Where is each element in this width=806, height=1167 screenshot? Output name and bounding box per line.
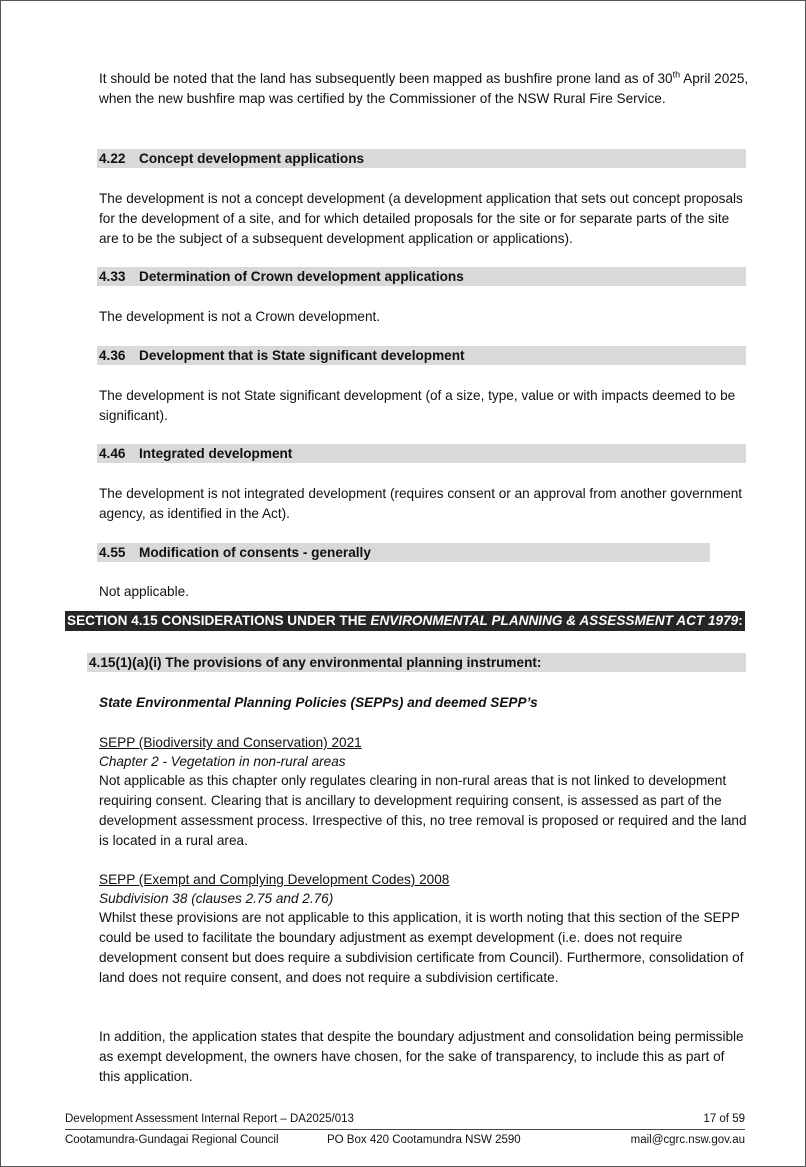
section-body-4-46: The development is not integrated development (requires consent or an approval from another government agency, as identified in the Act). [99, 486, 743, 521]
intro-text-continued: April 2025, when the new bushfire map was certified by the Commissioner of the NSW Rural Fire Service. [99, 71, 749, 106]
section-title: Modification of consents - generally [139, 545, 371, 560]
section-number: 4.55 [99, 545, 126, 560]
sepp-exempt-subdivision: Subdivision 38 (clauses 2.75 and 2.76) [99, 891, 334, 906]
footer-council-name: Cootamundra-Gundagai Regional Council [65, 1134, 279, 1146]
sepp-exempt-body-2: In addition, the application states that despite the boundary adjustment and consolidation being permissible as exempt development, the owners have chosen, for the sake of transparency, to include this as part of this application. [99, 1029, 744, 1084]
footer-bottom-line [65, 1132, 745, 1148]
section-4-15-prefix: SECTION 4.15 CONSIDERATIONS UNDER THE [67, 613, 371, 628]
intro-paragraph [99, 69, 749, 109]
footer-top-line [65, 1111, 745, 1127]
sepp-heading: State Environmental Planning Policies (SEPPs) and deemed SEPP’s [99, 695, 538, 710]
footer-divider [65, 1129, 745, 1130]
section-number: 4.22 [99, 151, 126, 166]
section-number: 4.46 [99, 446, 126, 461]
intro-superscript: th [672, 69, 681, 80]
act-title: ENVIRONMENTAL PLANNING & ASSESSMENT ACT 1979 [370, 613, 739, 628]
page-number: 17 of 59 [703, 1113, 745, 1125]
sepp-exempt-body: Whilst these provisions are not applicable to this application, it is worth noting that this section of the SEPP could be used to facilitate the boundary adjustment as exempt development (i.e. does not require development consent but does require a subdivision certificate from Council). Furthermore, consolidation of land does not require consent, and does not require a subdivision certificate. [99, 910, 744, 985]
section-heading-4-36 [97, 346, 746, 365]
footer-email: mail@cgrc.nsw.gov.au [630, 1134, 745, 1146]
section-heading-4-22 [97, 149, 746, 168]
sepp-exempt-title: SEPP (Exempt and Complying Development Codes) 2008 [99, 872, 450, 887]
section-4-15-heading [65, 611, 745, 631]
section-heading-4-33 [97, 267, 746, 286]
section-body-4-33: The development is not a Crown development. [99, 309, 381, 324]
section-body-4-22: The development is not a concept development (a development application that sets out concept proposals for the development of a site, and for which detailed proposals for the site or for separate parts of the site are to be the subject of a subsequent development application or applications). [99, 191, 743, 246]
section-heading-4-46 [97, 444, 746, 463]
section-number: 4.36 [99, 348, 126, 363]
section-body-4-55: Not applicable. [99, 584, 189, 599]
section-heading-4-55 [97, 543, 710, 562]
section-body-4-36: The development is not State significant development (of a size, type, value or with impacts deemed to be significant). [99, 388, 736, 423]
intro-text: It should be noted that the land has subsequently been mapped as bushfire prone land as of 30 [99, 71, 673, 86]
section-4-15-suffix: : [738, 613, 743, 628]
footer-address: PO Box 420 Cootamundra NSW 2590 [327, 1134, 521, 1146]
section-title: Integrated development [139, 446, 293, 461]
sepp-biodiversity-chapter: Chapter 2 - Vegetation in non-rural areas [99, 754, 346, 769]
section-number: 4.33 [99, 269, 126, 284]
sepp-biodiversity-title: SEPP (Biodiversity and Conservation) 2021 [99, 735, 362, 750]
subheading-4-15-1-a-i: 4.15(1)(a)(i) The provisions of any environmental planning instrument: [87, 653, 746, 672]
section-title: Determination of Crown development applications [139, 269, 464, 284]
section-title: Concept development applications [139, 151, 365, 166]
section-title: Development that is State significant development [139, 348, 465, 363]
footer-report-title: Development Assessment Internal Report – DA2025/013 [65, 1113, 354, 1125]
sepp-biodiversity-body: Not applicable as this chapter only regulates clearing in non-rural areas that is not linked to development requiring consent. Clearing that is ancillary to development requiring consent, is assessed as part of the development assessment process. Irrespective of this, no tree removal is proposed or required and the land is located in a rural area. [99, 773, 747, 848]
